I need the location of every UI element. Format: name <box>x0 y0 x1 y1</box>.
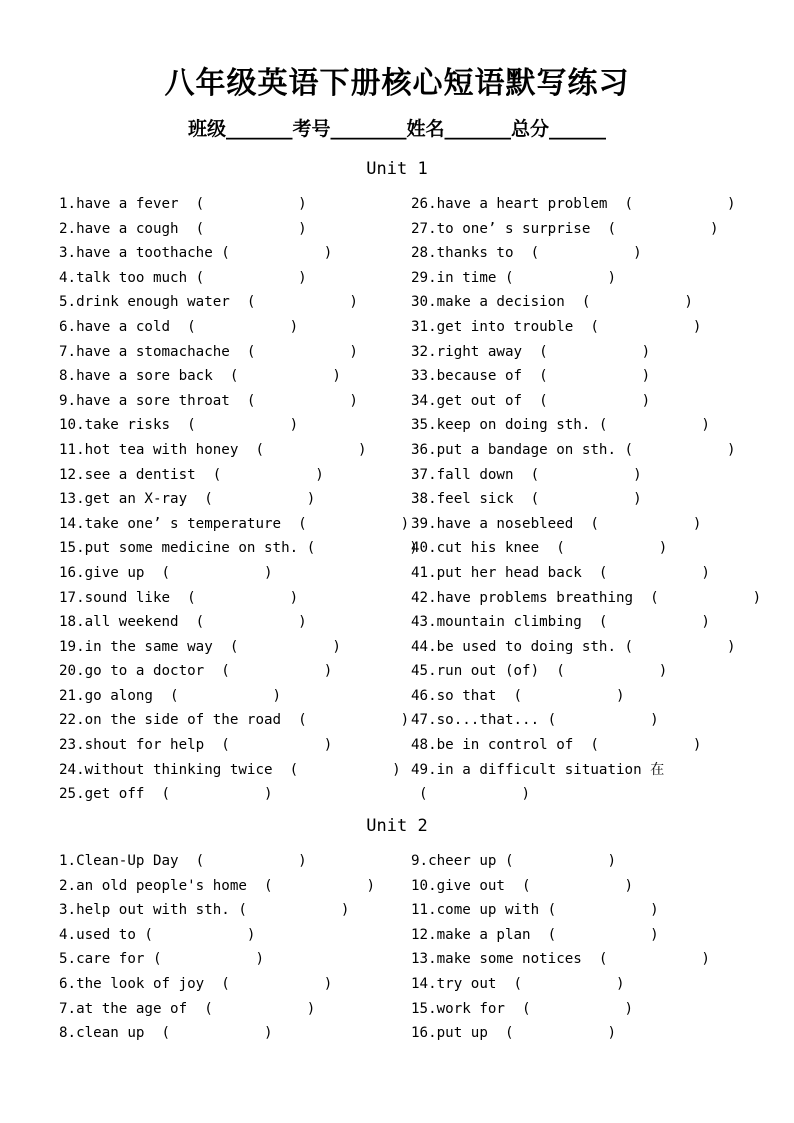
unit-2-right-column <box>411 849 710 1046</box>
phrase-item: 16.put up ( ) <box>411 1025 616 1042</box>
phrase-item: 8.have a sore back ( ) <box>59 368 341 385</box>
phrase-item: 16.give up ( ) <box>59 564 273 581</box>
phrase-item: 43.mountain climbing ( ) <box>411 614 710 631</box>
phrase-item: 11.come up with ( ) <box>411 902 659 919</box>
phrase-item: 15.work for ( ) <box>411 1000 634 1017</box>
phrase-item: 17.sound like ( ) <box>59 589 299 606</box>
phrase-item: 41.put her head back ( ) <box>411 564 710 581</box>
phrase-item: 28.thanks to ( ) <box>411 245 642 262</box>
phrase-item: 25.get off ( ) <box>59 786 273 803</box>
phrase-item: 38.feel sick ( ) <box>411 491 642 508</box>
phrase-item: 9.have a sore throat ( ) <box>59 392 358 409</box>
phrase-item: 20.go to a doctor ( ) <box>59 663 333 680</box>
phrase-item: 23.shout for help ( ) <box>59 737 333 754</box>
phrase-item: 36.put a bandage on sth. ( ) <box>411 441 736 458</box>
phrase-item: 2.an old people's home ( ) <box>59 877 376 894</box>
phrase-item: 21.go along ( ) <box>59 687 282 704</box>
phrase-item: 13.get an X-ray ( ) <box>59 491 316 508</box>
phrase-item: 45.run out (of) ( ) <box>411 663 668 680</box>
phrase-item: 5.drink enough water ( ) <box>59 294 358 311</box>
phrase-item: 48.be in control of ( ) <box>411 737 702 754</box>
phrase-item: 12.see a dentist ( ) <box>59 466 324 483</box>
phrase-item: 40.cut his knee ( ) <box>411 540 668 557</box>
phrase-item: 3.have a toothache ( ) <box>59 245 333 262</box>
page-title: 八年级英语下册核心短语默写练习 <box>164 66 630 101</box>
phrase-item: 49.in a difficult situation 在 <box>411 761 665 778</box>
phrase-item: 6.the look of joy ( ) <box>59 975 333 992</box>
phrase-item: 27.to one’ s surprise ( ) <box>411 220 719 237</box>
phrase-item: 37.fall down ( ) <box>411 466 642 483</box>
phrase-item: 1.have a fever ( ) <box>59 196 307 212</box>
phrase-item: 19.in the same way ( ) <box>59 638 341 655</box>
phrase-item: 35.keep on doing sth. ( ) <box>411 417 710 434</box>
phrase-item: 12.make a plan ( ) <box>411 926 659 943</box>
phrase-item: 26.have a heart problem ( ) <box>411 196 736 212</box>
phrase-item: 46.so that ( ) <box>411 687 625 704</box>
phrase-item: 15.put some medicine on sth. ( ) <box>59 540 418 557</box>
phrase-item: 24.without thinking twice ( ) <box>59 761 401 778</box>
phrase-item: 10.give out ( ) <box>411 877 634 894</box>
phrase-item: 29.in time ( ) <box>411 269 616 286</box>
phrase-item: 3.help out with sth. ( ) <box>59 902 350 919</box>
unit-1-left-column <box>59 192 418 807</box>
unit-2-heading: Unit 2 <box>366 816 428 836</box>
phrase-item: 9.cheer up ( ) <box>411 853 616 869</box>
phrase-item: 7.at the age of ( ) <box>59 1000 316 1017</box>
phrase-item: 10.take risks ( ) <box>59 417 299 434</box>
phrase-item: 6.have a cold ( ) <box>59 318 299 335</box>
phrase-item: 34.get out of ( ) <box>411 392 651 409</box>
phrase-item: 8.clean up ( ) <box>59 1025 273 1042</box>
phrase-item: 22.on the side of the road ( ) <box>59 712 410 729</box>
unit-1-right-column <box>411 192 761 807</box>
phrase-item: 44.be used to doing sth. ( ) <box>411 638 736 655</box>
phrase-item: 14.take one’ s temperature ( ) <box>59 515 410 532</box>
phrase-item: 39.have a nosebleed ( ) <box>411 515 702 532</box>
phrase-item: 32.right away ( ) <box>411 343 651 360</box>
phrase-item-continued: ( ) <box>419 786 531 803</box>
phrase-item: 5.care for ( ) <box>59 951 264 968</box>
phrase-item: 31.get into trouble ( ) <box>411 318 702 335</box>
phrase-item: 4.talk too much ( ) <box>59 269 307 286</box>
phrase-item: 18.all weekend ( ) <box>59 614 307 631</box>
phrase-item: 42.have problems breathing ( ) <box>411 589 762 606</box>
phrase-item: 13.make some notices ( ) <box>411 951 710 968</box>
phrase-item: 2.have a cough ( ) <box>59 220 307 237</box>
phrase-item: 30.make a decision ( ) <box>411 294 693 311</box>
unit-1-heading: Unit 1 <box>366 159 428 179</box>
phrase-item: 11.hot tea with honey ( ) <box>59 441 367 458</box>
phrase-item: 7.have a stomachache ( ) <box>59 343 358 360</box>
phrase-item: 14.try out ( ) <box>411 975 625 992</box>
phrase-item: 33.because of ( ) <box>411 368 651 385</box>
student-info-line: 班级_______考号________姓名_______总分______ <box>187 118 606 140</box>
unit-2-left-column <box>59 849 375 1046</box>
phrase-item: 47.so...that... ( ) <box>411 712 659 729</box>
phrase-item: 1.Clean-Up Day ( ) <box>59 853 307 869</box>
phrase-item: 4.used to ( ) <box>59 926 256 943</box>
